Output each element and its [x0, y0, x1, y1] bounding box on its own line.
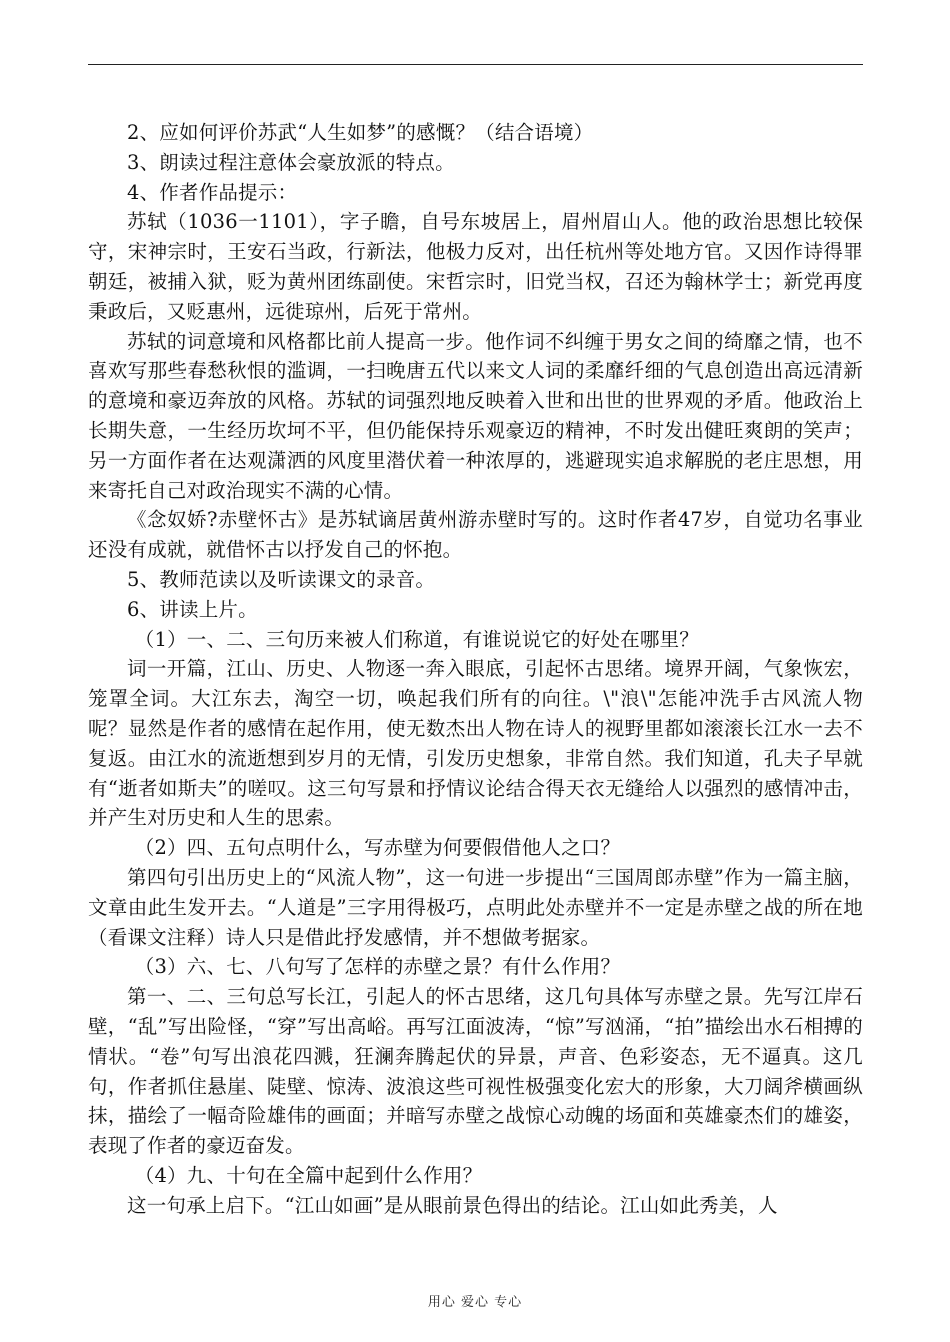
header-rule: [88, 64, 863, 65]
question: （1）一、二、三句历来被人们称道，有谁说说它的好处在哪里？: [134, 627, 700, 651]
paragraph: 第四句引出历史上的“风流人物”，这一句进一步提出“三国周郎赤壁”作为一篇主脑，文章由此生发开去。“人道是”三字用得极巧，点明此处赤壁并不一定是赤壁之战的所在地（看课文注释）诗人只是借此抒发感情，并不想做考据家。: [88, 865, 863, 949]
paragraph: 《念奴娇?赤壁怀古》是苏轼谪居黄州游赤壁时写的。这时作者47岁，自觉功名事业还没有成就，就借怀古以抒发自己的怀抱。: [88, 508, 863, 562]
paragraph: 苏轼的词意境和风格都比前人提高一步。他作词不纠缠于男女之间的绮靡之情，也不喜欢写那些春愁秋恨的滥调，一扫晚唐五代以来文人词的柔靡纤细的气息创造出高远清新的意境和豪迈奔放的风格。苏轼的词强烈地反映着入世和出世的世界观的矛盾。他政治上长期失意，一生经历坎坷不平，但仍能保持乐观豪迈的精神，不时发出健旺爽朗的笑声；另一方面作者在达观潇洒的风度里潜伏着一种浓厚的，逃避现实追求解脱的老庄思想，用来寄托自己对政治现实不满的心情。: [88, 329, 863, 502]
paragraph: 3、朗读过程注意体会豪放派的特点。: [127, 150, 455, 174]
question: （3）六、七、八句写了怎样的赤壁之景？有什么作用？: [134, 955, 621, 979]
paragraph: 第一、二、三句总写长江，引起人的怀古思绪，这几句具体写赤壁之景。先写江岸石壁，“乱”写出险怪，“穿”写出高峪。再写江面波涛，“惊”写汹涌，“拍”描绘出水石相搏的情状。“卷”句写出浪花四溅，狂澜奔腾起伏的异景，声音、色彩姿态，无不逼真。这几句，作者抓住悬崖、陡壁、惊涛、波浪这些可视性极强变化宏大的形象，大刀阔斧横画纵抹，描绘了一幅奇险雄伟的画面；并暗写赤壁之战惊心动魄的场面和英雄豪杰们的雄姿，表现了作者的豪迈奋发。: [88, 985, 863, 1158]
paragraph: 6、讲读上片。: [127, 597, 258, 621]
page-footer: 用心 爱心 专心: [427, 1295, 523, 1310]
question: （2）四、五句点明什么，写赤壁为何要假借他人之口？: [134, 836, 621, 860]
paragraph: 4、作者作品提示：: [127, 180, 298, 204]
paragraph: 苏轼（1036一1101），字子瞻，自号东坡居上，眉州眉山人。他的政治思想比较保守，宋神宗时，王安石当政，行新法，他极力反对，出任杭州等处地方官。又因作诗得罪朝廷，被捕入狱，贬为黄州团练副使。宋哲宗时，旧党当权，召还为翰林学士；新党再度秉政后，又贬惠州，远徙琼州，后死于常州。: [88, 210, 863, 323]
paragraph: 这一句承上启下。“江山如画”是从眼前景色得出的结论。江山如此秀美，人: [127, 1193, 778, 1217]
paragraph: 词一开篇，江山、历史、人物逐一奔入眼底，引起怀古思绪。境界开阔，气象恢宏，笼罩全词。大江东去，淘空一切，唤起我们所有的向往。\"浪\"怎能冲洗手古风流人物呢？显然是作者的感情在起作用，使无数杰出人物在诗人的视野里都如滚滚长江水一去不复返。由江水的流逝想到岁月的无情，引发历史想象，非常自然。我们知道，孔夫子早就有“逝者如斯夫”的嗟叹。这三句写景和抒情议论结合得天衣无缝给人以强烈的感情冲击，并产生对历史和人生的思索。: [88, 657, 863, 830]
document-body: [88, 118, 863, 1220]
paragraph: 5、教师范读以及听读课文的录音。: [127, 567, 436, 591]
question: （4）九、十句在全篇中起到什么作用？: [134, 1163, 483, 1187]
paragraph: 2、应如何评价苏武“人生如梦”的感慨？（结合语境）: [127, 121, 594, 144]
